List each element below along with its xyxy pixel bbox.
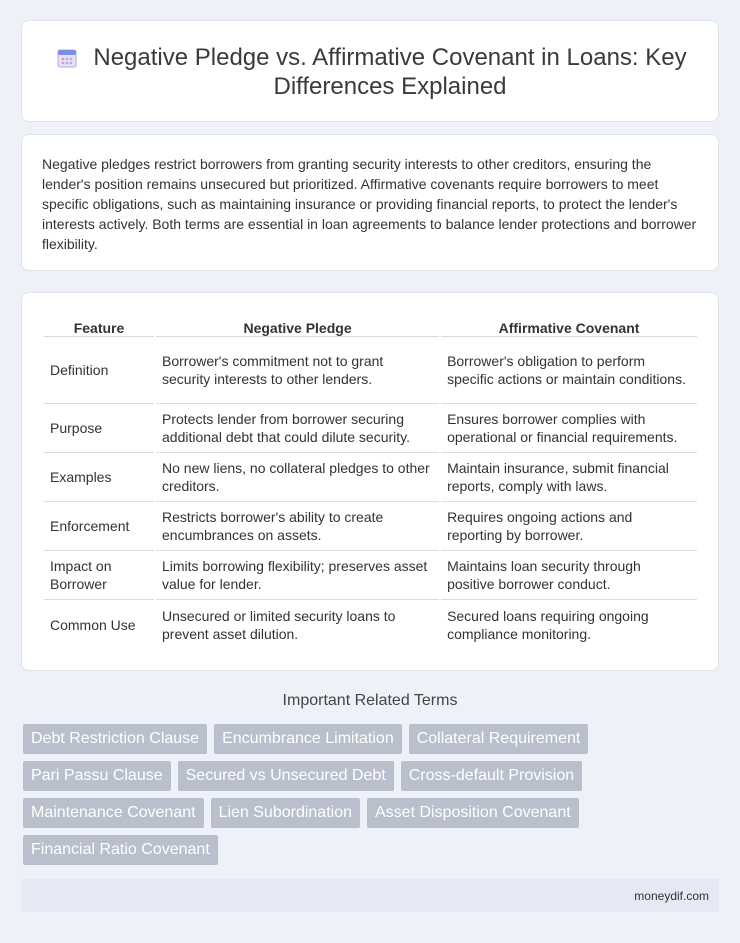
table-row [44, 600, 697, 649]
footer-bar [21, 879, 719, 912]
related-term-tag[interactable]: Pari Passu Clause [23, 761, 171, 791]
table-header-row [44, 315, 697, 337]
row-feature: Common Use [50, 616, 136, 633]
row-negative-pledge: Unsecured or limited security loans to prevent asset dilution. [162, 607, 396, 642]
related-term-tag[interactable]: Asset Disposition Covenant [367, 798, 579, 828]
comparison-table [42, 315, 699, 649]
footer-site-name[interactable]: moneydif.com [634, 889, 709, 903]
related-term-tag[interactable]: Cross-default Provision [401, 761, 582, 791]
header-affirmative-covenant: Affirmative Covenant [441, 315, 697, 337]
related-term-tag[interactable]: Collateral Requirement [409, 724, 589, 754]
row-negative-pledge: No new liens, no collateral pledges to other creditors. [156, 453, 439, 502]
row-affirmative-covenant: Maintains loan security through positive borrower conduct. [441, 551, 697, 600]
row-negative-pledge: Restricts borrower's ability to create encumbrances on assets. [156, 502, 439, 551]
related-term-tag[interactable]: Financial Ratio Covenant [23, 835, 218, 865]
intro-paragraph: Negative pledges restrict borrowers from granting security interests to other creditors, ensuring the lender's position remains unsecured but prioritized. Affirmative covenants require borrowers to meet specific obligations, such as maintaining insurance or providing financial reports, to protect the lender's interests actively. Both terms are essential in loan agreements to balance lender protections and borrower flexibility. [42, 156, 697, 252]
row-feature: Purpose [44, 404, 154, 453]
header-card [21, 20, 719, 122]
table-row [44, 502, 697, 551]
row-feature: Enforcement [44, 502, 154, 551]
comparison-table-card [21, 292, 719, 671]
related-term-tag[interactable]: Maintenance Covenant [23, 798, 204, 828]
related-terms-list [23, 724, 623, 865]
row-affirmative-covenant: Requires ongoing actions and reporting by borrower. [441, 502, 697, 551]
related-terms-heading: Important Related Terms [282, 692, 458, 709]
table-row [44, 404, 697, 453]
row-affirmative-covenant: Ensures borrower complies with operational or financial requirements. [441, 404, 697, 453]
table-row [44, 453, 697, 502]
row-affirmative-covenant: Secured loans requiring ongoing compliance monitoring. [447, 607, 649, 642]
page-title: Negative Pledge vs. Affirmative Covenant in Loans: Key Differences Explained [93, 44, 687, 100]
row-affirmative-covenant: Maintain insurance, submit financial reports, comply with laws. [441, 453, 697, 502]
table-row [44, 551, 697, 600]
related-term-tag[interactable]: Secured vs Unsecured Debt [178, 761, 394, 791]
related-term-tag[interactable]: Encumbrance Limitation [214, 724, 402, 754]
row-feature: Impact on Borrower [44, 551, 154, 600]
related-term-tag[interactable]: Lien Subordination [211, 798, 360, 828]
row-negative-pledge: Limits borrowing flexibility; preserves asset value for lender. [156, 551, 439, 600]
intro-card [21, 134, 719, 271]
row-affirmative-covenant: Borrower's obligation to perform specific actions or maintain conditions. [441, 337, 697, 404]
table-row [44, 337, 697, 404]
related-term-tag[interactable]: Debt Restriction Clause [23, 724, 207, 754]
row-feature: Definition [44, 337, 154, 404]
row-negative-pledge: Borrower's commitment not to grant security interests to other lenders. [156, 337, 439, 404]
row-negative-pledge: Protects lender from borrower securing additional debt that could dilute security. [156, 404, 439, 453]
row-feature: Examples [44, 453, 154, 502]
header-negative-pledge: Negative Pledge [156, 315, 439, 337]
header-feature: Feature [44, 315, 154, 337]
